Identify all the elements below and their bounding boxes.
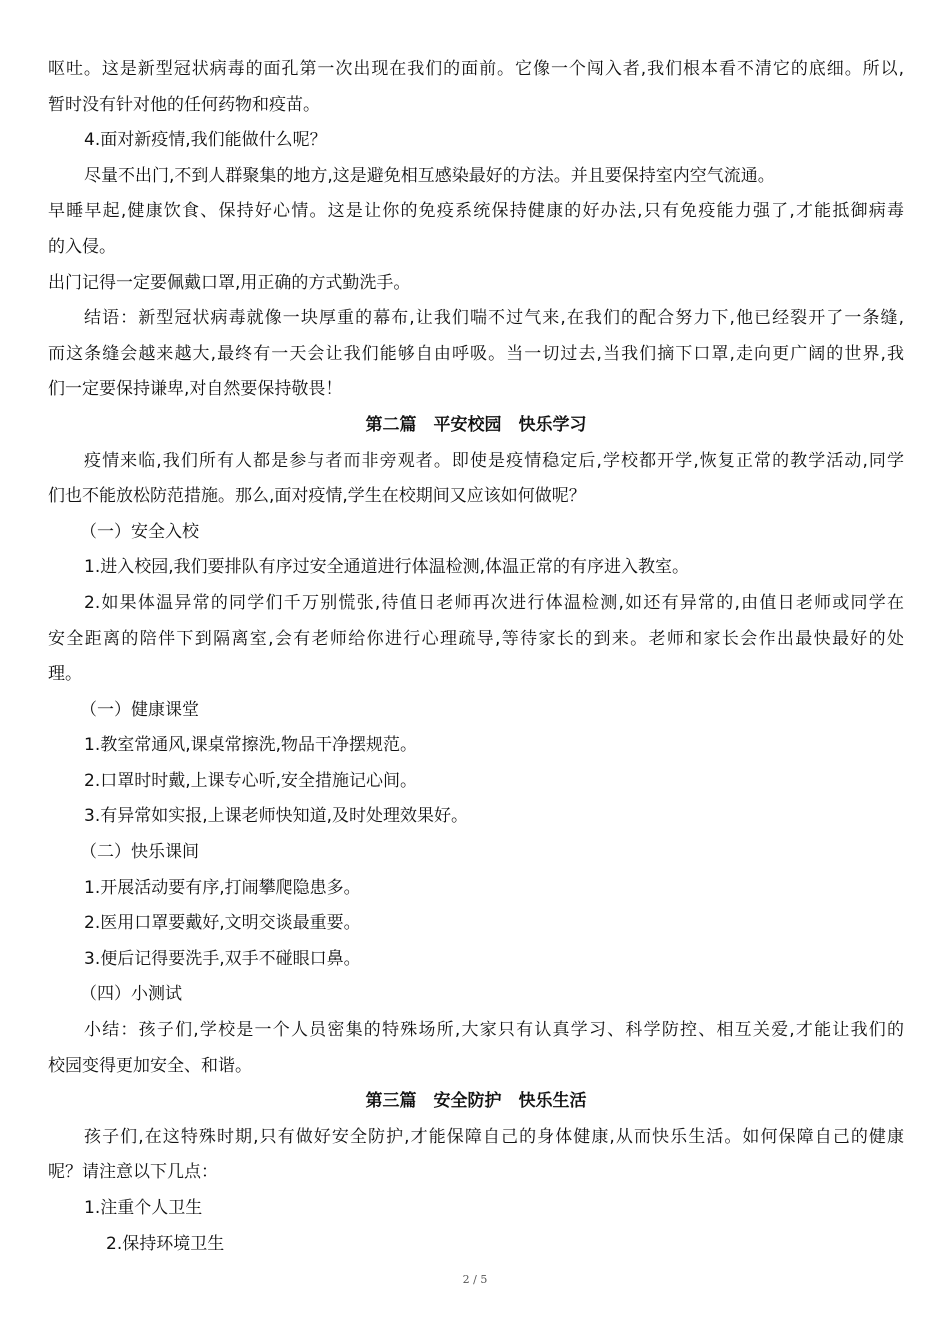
list-item: 3.便后记得要洗手,双手不碰眼口鼻。 [84, 948, 361, 969]
body-text-line: 暂时没有针对他的任何药物和疫苗。 [48, 94, 320, 115]
document-page [48, 52, 904, 1262]
body-text-line: 安全距离的陪伴下到隔离室,会有老师给你进行心理疏导,等待家长的到来。老师和家长会作出最快最好的处 [48, 628, 904, 649]
body-text-line: 疫情来临,我们所有人都是参与者而非旁观者。即使是疫情稳定后,学校都开学,恢复正常的教学活动,同学 [84, 450, 904, 471]
section-heading: 第三篇 安全防护 快乐生活 [365, 1091, 587, 1112]
body-text-line: 呕吐。这是新型冠状病毒的面孔第一次出现在我们的面前。它像一个闯入者,我们根本看不清它的底细。所以, [48, 59, 904, 79]
list-item: 2.医用口罩要戴好,文明交谈最重要。 [84, 913, 361, 934]
body-text-line: 校园变得更加安全、和谐。 [48, 1055, 252, 1076]
body-text-line: 结语：新型冠状病毒就像一块厚重的幕布,让我们喘不过气来,在我们的配合努力下,他已经裂开了一条缝, [84, 308, 904, 329]
body-text-line: 4.面对新疫情,我们能做什么呢？ [84, 130, 327, 151]
subsection-heading: （二）快乐课间 [80, 842, 199, 863]
body-text-line: 们也不能放松防范措施。那么,面对疫情,学生在校期间又应该如何做呢？ [48, 486, 586, 507]
list-item: 3.有异常如实报,上课老师快知道,及时处理效果好。 [84, 806, 469, 827]
list-item: 1.开展活动要有序,打闹攀爬隐患多。 [84, 877, 361, 898]
body-text-line: 尽量不出门,不到人群聚集的地方,这是避免相互感染最好的方法。并且要保持室内空气流通。 [84, 165, 775, 186]
body-text-line: 们一定要保持谦卑,对自然要保持敬畏！ [48, 379, 343, 400]
list-item: 2.保持环境卫生 [106, 1233, 225, 1254]
subsection-heading: （一）健康课堂 [80, 699, 199, 720]
list-item: 2.口罩时时戴,上课专心听,安全措施记心间。 [84, 770, 418, 791]
body-text-line: 小结：孩子们,学校是一个人员密集的特殊场所,大家只有认真学习、科学防控、相互关爱,才能让我们的 [84, 1020, 904, 1041]
subsection-heading: （四）小测试 [80, 984, 182, 1005]
list-item: 1.教室常通风,课桌常擦洗,物品干净摆规范。 [84, 735, 418, 756]
section-heading: 第二篇 平安校园 快乐学习 [365, 414, 587, 435]
body-text-line: 呢？请注意以下几点： [48, 1162, 218, 1183]
list-item: 1.进入校园,我们要排队有序过安全通道进行体温检测,体温正常的有序进入教室。 [84, 557, 690, 578]
body-text-line: 而这条缝会越来越大,最终有一天会让我们能够自由呼吸。当一切过去,当我们摘下口罩,走向更广阔的世界,我 [48, 343, 904, 364]
body-text-line: 的入侵。 [48, 236, 116, 257]
body-text-line: 早睡早起,健康饮食、保持好心情。这是让你的免疫系统保持健康的好办法,只有免疫能力强了,才能抵御病毒 [48, 201, 904, 222]
page-number: 2 / 5 [462, 1273, 488, 1286]
subsection-heading: （一）安全入校 [80, 521, 199, 542]
list-item: 1.注重个人卫生 [84, 1198, 203, 1218]
body-text-line: 出门记得一定要佩戴口罩,用正确的方式勤洗手。 [48, 272, 411, 293]
list-item: 2.如果体温异常的同学们千万别慌张,待值日老师再次进行体温检测,如还有异常的,由值日老师或同学在 [84, 592, 904, 613]
body-text-line: 理。 [48, 664, 82, 685]
body-text-line: 孩子们,在这特殊时期,只有做好安全防护,才能保障自己的身体健康,从而快乐生活。如何保障自己的健康 [84, 1126, 904, 1147]
